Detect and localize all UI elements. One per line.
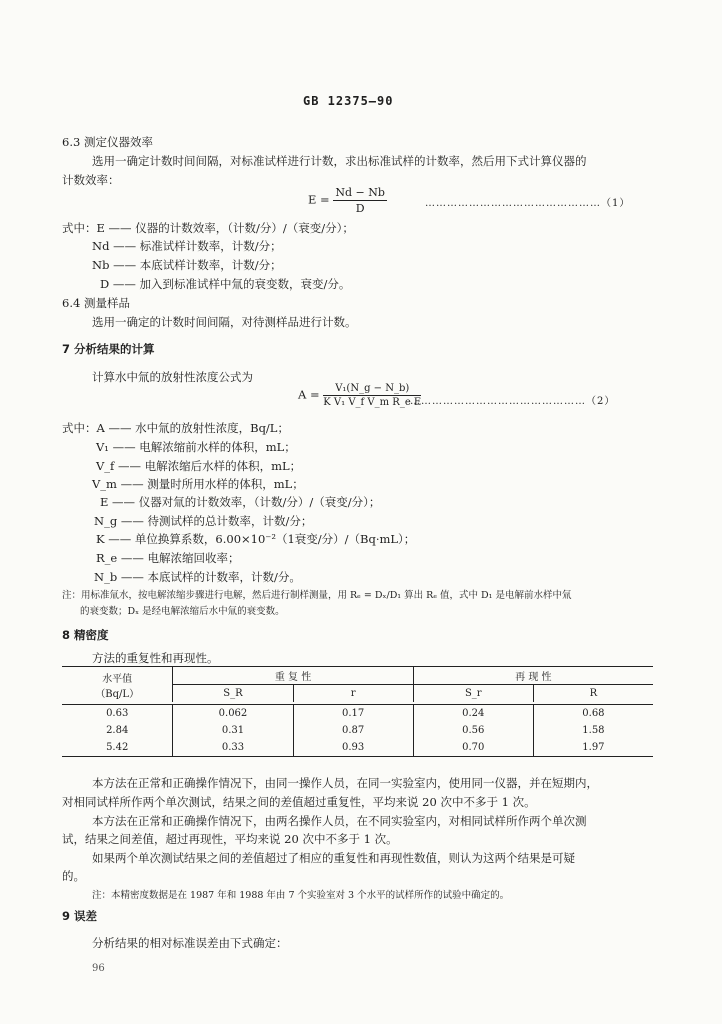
- definition-e: 式中：E —— 仪器的计数效率，（计数/分）/（衰变/分）；: [62, 221, 354, 235]
- definition-k: K —— 单位换算系数，6.00×10⁻²（1衰变/分）/（Bq·mL）；: [96, 532, 416, 546]
- precision-paragraph1-line2: 对相同试样所作两个单次测试，结果之间的差值超过重复性，平均来说 20 次中不多于 1 次。: [62, 795, 536, 809]
- table-cell: 0.24: [413, 705, 533, 723]
- table-header-repeatability: 重 复 性: [173, 667, 413, 685]
- table-cell: 0.31: [173, 722, 293, 739]
- precision-note: 注：本精密度数据是在 1987 年和 1988 年由 7 个实验室对 3 个水平的试样所作的试验中确定的。: [92, 890, 510, 901]
- definition-v1: V₁ —— 电解浓缩前水样的体积，mL；: [96, 440, 296, 454]
- section-6-3-paragraph-line2: 计数效率：: [62, 173, 120, 187]
- table-row: [62, 722, 653, 739]
- equation-2-numerator: V₁(N_g − N_b): [323, 383, 421, 396]
- equation-1-number: …………………………………………（1）: [425, 198, 631, 209]
- definition-a: 式中：A —— 水中氚的放射性浓度，Bq/L；: [62, 421, 289, 435]
- table-header-level: [62, 667, 173, 703]
- table-header-level-line2: （Bq/L）: [95, 688, 140, 700]
- standard-number-header: GB 12375—90: [303, 94, 394, 108]
- section-9-paragraph: 分析结果的相对标准误差由下式确定：: [92, 936, 288, 950]
- definition-nb: Nb —— 本底试样计数率，计数/分；: [92, 258, 282, 272]
- section-7-intro: 计算水中氚的放射性浓度公式为: [92, 370, 253, 384]
- definition-nb2: N_b —— 本底试样的计数率，计数/分。: [94, 570, 301, 584]
- page-number: 96: [92, 963, 105, 974]
- table-cell: 0.93: [293, 739, 413, 757]
- table-cell: 0.33: [173, 739, 293, 757]
- definition-nd: Nd —— 标准试样计数率，计数/分；: [92, 239, 282, 253]
- table-cell: 0.56: [413, 722, 533, 739]
- definition-d: D —— 加入到标准试样中氚的衰变数，衰变/分。: [100, 277, 351, 291]
- definition-efficiency: E —— 仪器对氚的计数效率，（计数/分）/（衰变/分）；: [100, 495, 381, 509]
- equation-1-numerator: Nd − Nb: [335, 186, 385, 199]
- section-9-title: 9 误差: [62, 909, 98, 923]
- equation-2-denominator: K V₁ V_f V_m R_e E: [323, 397, 422, 408]
- table-cell: 0.17: [293, 705, 413, 723]
- table-col-s-r: S_r: [413, 685, 533, 703]
- precision-paragraph2-line2: 试，结果之间差值，超过再现性，平均来说 20 次中不多于 1 次。: [62, 832, 398, 846]
- table-col-sr: S_R: [173, 685, 293, 703]
- definition-ng: N_g —— 待测试样的总计数率，计数/分；: [94, 514, 313, 528]
- table-header-reproducibility: 再 现 性: [413, 667, 653, 685]
- section-8-title: 8 精密度: [62, 628, 109, 642]
- table-cell: 1.58: [533, 722, 653, 739]
- table-cell: 2.84: [106, 725, 129, 736]
- table-cell: 0.70: [413, 739, 533, 757]
- definition-re: R_e —— 电解浓缩回收率；: [96, 551, 240, 565]
- precision-table: [62, 666, 653, 757]
- table-cell: 0.68: [533, 705, 653, 723]
- definition-vm: V_m —— 测量时所用水样的体积，mL；: [92, 477, 304, 491]
- equation-1: [308, 186, 387, 215]
- table-col-r-small: r: [293, 685, 413, 703]
- section-7-note-line2: 的衰变数；Dₓ 是经电解浓缩后水中氚的衰变数。: [80, 606, 285, 617]
- section-6-3-paragraph-line1: 选用一确定计数时间间隔，对标准试样进行计数，求出标准试样的计数率，然后用下式计算仪器的: [92, 154, 587, 168]
- table-cell: 0.062: [173, 705, 293, 723]
- table-col-r-large: R: [533, 685, 653, 703]
- section-8-intro: 方法的重复性和再现性。: [92, 651, 219, 665]
- equation-2-number: …………………………………………（2）: [410, 396, 616, 407]
- precision-paragraph2-line1: 本方法在正常和正确操作情况下，由两名操作人员，在不同实验室内，对相同试样所作两个单次测: [92, 814, 587, 828]
- equation-1-lhs: E =: [308, 192, 330, 207]
- definition-vf: V_f —— 电解浓缩后水样的体积，mL；: [96, 459, 302, 473]
- table-header-level-line1: 水平值: [102, 673, 133, 685]
- precision-paragraph3-line2: 的。: [62, 869, 85, 883]
- precision-paragraph3-line1: 如果两个单次测试结果之间的差值超过了相应的重复性和再现性数值，则认为这两个结果是可疑: [92, 851, 575, 865]
- section-6-4-title: 6.4 测量样品: [62, 296, 130, 310]
- section-7-note-line1: 注：用标准氚水，按电解浓缩步骤进行电解，然后进行制样测量，用 Rₑ = Dₓ/D₁ 算出 Rₑ 值，式中 D₁ 是电解前水样中氚: [62, 590, 572, 601]
- section-6-3-title: 6.3 测定仪器效率: [62, 135, 153, 149]
- table-cell: 1.97: [533, 739, 653, 757]
- table-cell: 5.42: [62, 739, 173, 757]
- equation-1-denominator: D: [355, 202, 365, 215]
- table-cell: 0.63: [106, 708, 129, 719]
- table-row: [62, 705, 653, 723]
- section-7-title: 7 分析结果的计算: [62, 342, 155, 356]
- precision-paragraph1-line1: 本方法在正常和正确操作情况下，由同一操作人员，在同一实验室内，使用同一仪器，并在短期内，: [92, 776, 598, 790]
- equation-2-lhs: A =: [298, 387, 320, 402]
- equation-2: [298, 383, 421, 408]
- table-row: [62, 739, 653, 757]
- section-6-4-paragraph: 选用一确定的计数时间间隔，对待测样品进行计数。: [92, 315, 357, 329]
- table-cell: 0.87: [293, 722, 413, 739]
